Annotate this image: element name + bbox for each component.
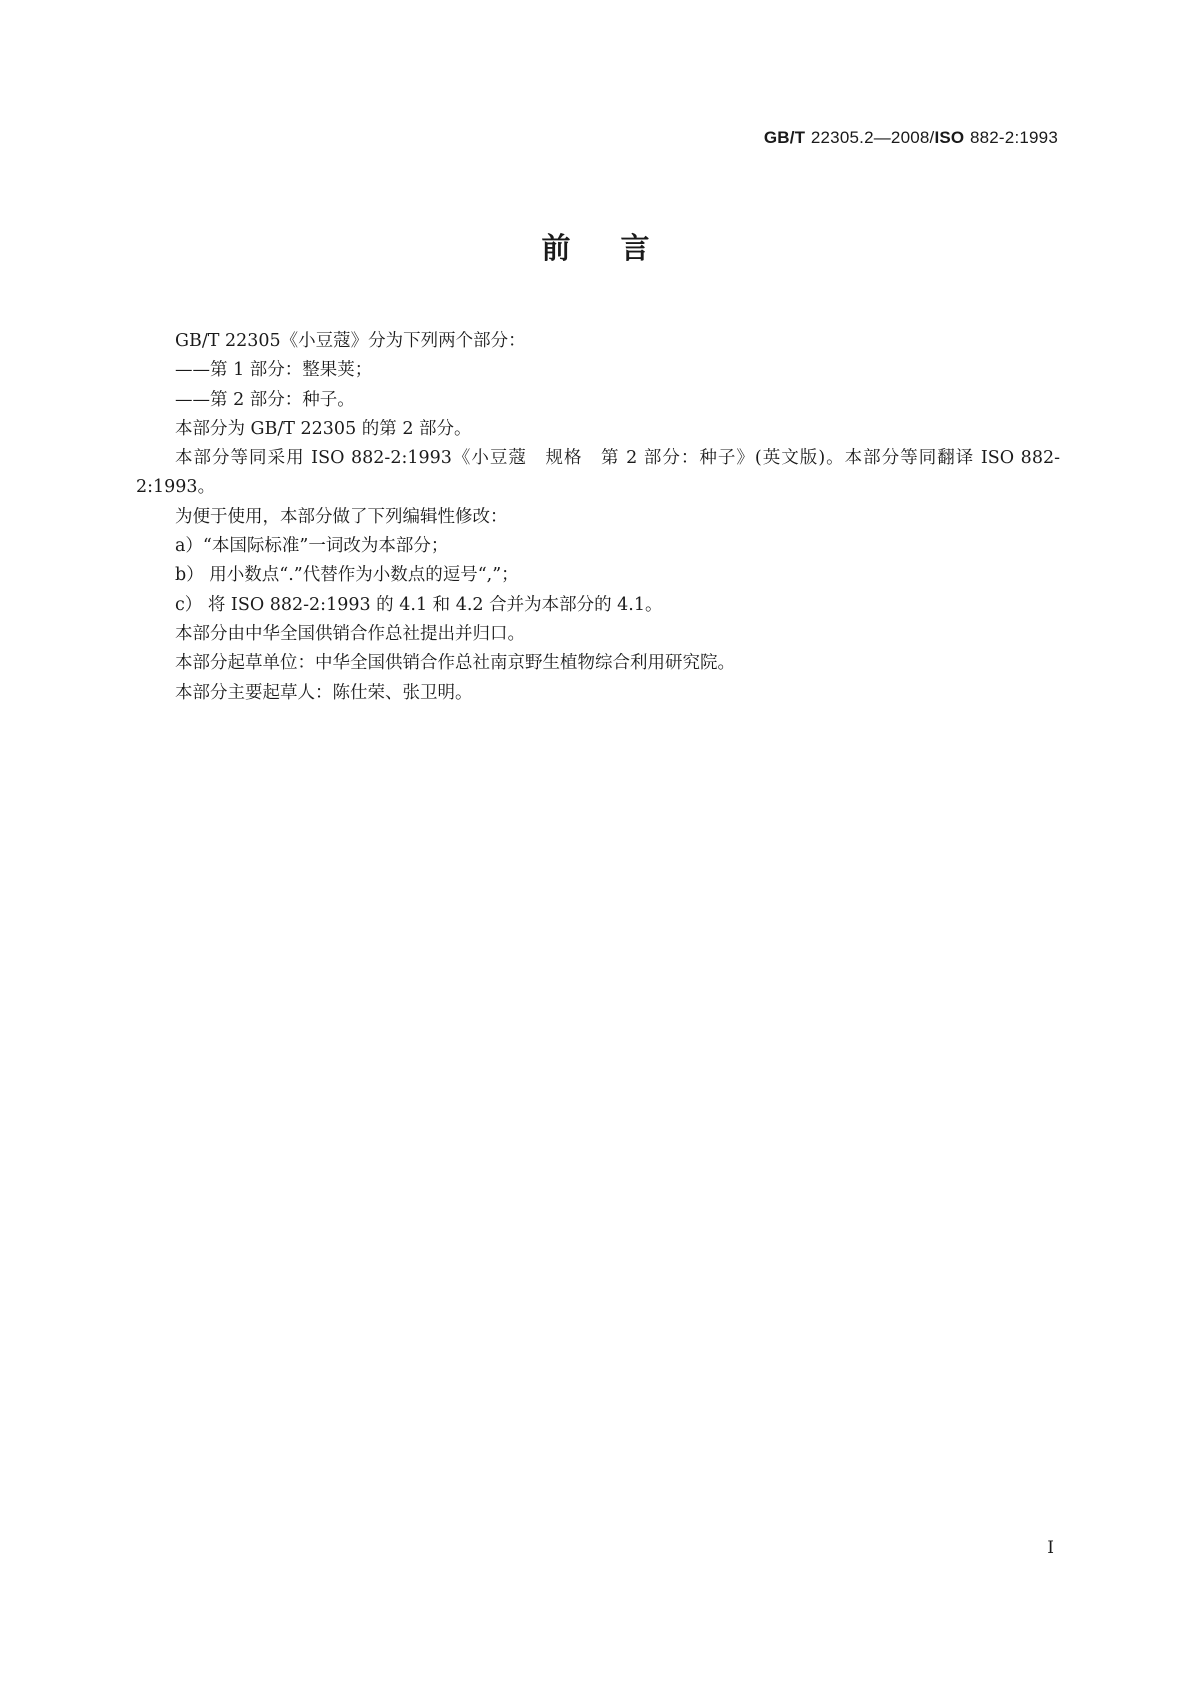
list-item-edit-b: b） 用小数点“.”代替作为小数点的逗号“,”； (175, 565, 519, 586)
paragraph-proposer: 本部分由中华全国供销合作总社提出并归口。 (175, 623, 525, 644)
page-title: 前言 (541, 231, 700, 265)
std-gb-prefix: GB/T (763, 128, 806, 147)
paragraph-drafting-unit: 本部分起草单位：中华全国供销合作总社南京野生植物综合利用研究院。 (175, 653, 735, 674)
list-item-edit-a: a）“本国际标准”一词改为本部分； (175, 536, 449, 557)
paragraph-adoption: 本部分等同采用 ISO 882-2:1993《小豆蔻 规格 第 2 部分：种子》(英文版)。本部分等同翻译 ISO 882-2:1993。 (136, 448, 1060, 498)
list-item-part-1: ——第 1 部分：整果荚； (175, 360, 373, 381)
paragraph-this-part: 本部分为 GB/T 22305 的第 2 部分。 (175, 418, 472, 439)
paragraph-edits-intro: 为便于使用，本部分做了下列编辑性修改： (175, 506, 508, 527)
paragraph-drafters: 本部分主要起草人：陈仕荣、张卫明。 (175, 682, 473, 703)
standard-number (764, 128, 1058, 148)
std-gb-number: 22305.2—2008/ (810, 128, 935, 147)
std-iso-number: 882-2:1993 (969, 128, 1058, 147)
list-item-part-2: ——第 2 部分：种子。 (175, 389, 355, 410)
paragraph-parts-intro: GB/T 22305《小豆蔻》分为下列两个部分： (175, 331, 526, 351)
std-iso-prefix: ISO (934, 128, 965, 147)
page-number: I (1047, 1538, 1054, 1558)
list-item-edit-c: c） 将 ISO 882-2:1993 的 4.1 和 4.2 合并为本部分的 4.1。 (175, 594, 663, 615)
foreword-body (136, 327, 1060, 708)
